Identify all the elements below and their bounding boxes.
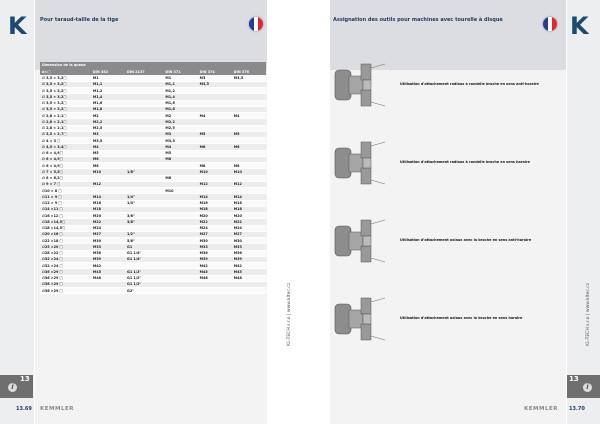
table-cell: M30 (91, 238, 125, 244)
column-header: DIN 371 (163, 69, 197, 76)
table-cell: M45 (198, 269, 232, 275)
table-cell: M18 (91, 206, 125, 212)
table-cell: M36 (232, 250, 266, 256)
table-cell: ∅ 3,5 × 3,2□ (40, 81, 91, 87)
table-cell: ∅32 ×24 □ (40, 256, 91, 262)
sidebar-text: KL-TECH s.r.o | www.kltec.cz (287, 282, 292, 346)
table-cell: G2" (125, 288, 163, 294)
table-cell: M30 (232, 238, 266, 244)
table-cell: ∅ 9 × 7 □ (40, 181, 91, 187)
table-cell: M12 (198, 181, 232, 187)
chapter-tab[interactable] (567, 375, 600, 398)
table-cell: ∅11 × 9 □ (40, 194, 91, 200)
table-cell: M2 (163, 113, 197, 119)
info-icon: i (583, 383, 592, 392)
table-cell: M10 (91, 169, 125, 175)
table-cell: M24 (91, 225, 125, 231)
table-cell: ∅ 7 × 5,5□ (40, 169, 91, 175)
table-cell: M1,6 (163, 100, 197, 106)
french-flag-icon (543, 17, 557, 31)
table-cell: ∅ 4,5 × 3,4□ (40, 144, 91, 150)
table-cell: M1,4 (91, 94, 125, 100)
logo: K (570, 12, 589, 40)
page-number: 13.70 (569, 406, 585, 412)
table-cell: M16 (232, 200, 266, 206)
french-flag-icon (249, 17, 263, 31)
table-cell: ∅22 ×18 □ (40, 238, 91, 244)
table-cell: M3 (198, 75, 232, 81)
table-cell: G1 1/4" (125, 250, 163, 256)
table-cell: M2,5 (91, 125, 125, 131)
table-cell: M45 (232, 269, 266, 275)
table-cell: M3,5 (232, 75, 266, 81)
turret-illustration (333, 294, 391, 344)
column-header: DIN 376 (232, 69, 266, 76)
table-cell: ∅18 ×14,5□ (40, 225, 91, 231)
table-cell: ∅ 3,5 × 3,2□ (40, 106, 91, 112)
table-cell: M48 (198, 275, 232, 281)
table-cell: M3,5 (91, 138, 125, 144)
column-header: DIN 352 (91, 69, 125, 76)
table-cell: M10 (232, 169, 266, 175)
table-cell (198, 288, 232, 294)
table-cell: M30 (198, 238, 232, 244)
table-cell: M18 (232, 206, 266, 212)
turret-illustration (333, 60, 391, 110)
table-cell: M24 (232, 225, 266, 231)
table-cell: ∅ 2,8 × 2,1□ (40, 113, 91, 119)
chapter-number: 13 (20, 375, 30, 383)
table-cell: 3/8" (125, 213, 163, 219)
table-cell: M8 (232, 163, 266, 169)
table-cell: M6 (91, 156, 125, 162)
table-cell: M4 (232, 113, 266, 119)
table-cell: ∅ 6 × 4,9□ (40, 156, 91, 162)
table-cell: M1,8 (91, 106, 125, 112)
illustration-caption: Utilisation d'attachement radiaux à rondelle broche en sens horaire (400, 160, 530, 164)
left-margin-strip (0, 0, 34, 424)
turret-illustration (333, 216, 391, 266)
table-cell: M1 (91, 75, 125, 81)
table-cell: M24 (198, 225, 232, 231)
table-cell: 3/8" (125, 219, 163, 225)
table-cell: M33 (232, 244, 266, 250)
table-cell: M12 (91, 181, 125, 187)
table-cell: M20 (198, 213, 232, 219)
table-cell: M1,8 (163, 106, 197, 112)
table-cell: ∅ 3,5 × 2,7□ (40, 131, 91, 137)
table-cell: M10 (163, 188, 197, 194)
table-cell: ∅ 4 × 3 □ (40, 138, 91, 144)
column-header: DIN 374 (198, 69, 232, 76)
table-cell: M18 (198, 206, 232, 212)
table-cell: M2 (91, 113, 125, 119)
table-cell: M39 (198, 256, 232, 262)
table-cell: G1 1/2" (125, 281, 163, 287)
table-cell: M14 (198, 194, 232, 200)
table-cell: M5 (232, 131, 266, 137)
table-cell: M20 (91, 213, 125, 219)
table-cell: M3,5 (198, 81, 232, 87)
table-cell: M36 (91, 250, 125, 256)
table-row (40, 288, 266, 294)
table-cell: ∅ 2,8 × 2,1□ (40, 119, 91, 125)
table-cell: G1 (125, 244, 163, 250)
table-cell: M1,2 (163, 88, 197, 94)
table-cell: M33 (198, 244, 232, 250)
table-cell: M42 (232, 263, 266, 269)
logo: K (8, 12, 27, 40)
illustration-caption: Utilisation d'attachement axiaux avec la broche en sens horaire (400, 316, 523, 320)
table-cell: ∅10 × 8 □ (40, 188, 91, 194)
left-page (35, 0, 267, 424)
table-cell: ∅36 ×29 □ (40, 281, 91, 287)
table-cell: M6 (198, 144, 232, 150)
table-cell: ∅ 6 × 4,9□ (40, 150, 91, 156)
table-cell: ∅20 ×16 □ (40, 231, 91, 237)
table-cell: G1 1/2" (125, 269, 163, 275)
table-cell: M6 (163, 156, 197, 162)
table-cell: M16 (198, 200, 232, 206)
brand-name: KEMMLER (40, 406, 74, 412)
brand-name: KEMMLER (524, 406, 558, 412)
info-icon: i (8, 383, 17, 392)
table-cell: ∅14 ×11 □ (40, 206, 91, 212)
chapter-tab[interactable] (0, 375, 33, 398)
table-cell: M27 (91, 231, 125, 237)
table-cell: ∅32 ×24 □ (40, 263, 91, 269)
table-cell: ∅28 ×22 □ (40, 250, 91, 256)
right-page (330, 0, 566, 424)
table-cell: M48 (232, 275, 266, 281)
table-cell: M12 (232, 181, 266, 187)
table-cell: M2,2 (163, 119, 197, 125)
sidebar-text: KL-TECH s.r.o | www.kltec.cz (586, 282, 591, 346)
column-header: d×□ (40, 69, 91, 76)
right-margin-strip (567, 0, 600, 424)
table-cell: ∅ 6 × 4,9□ (40, 163, 91, 169)
table-cell: ∅36 ×29 □ (40, 275, 91, 281)
table-cell: M4 (91, 144, 125, 150)
table-cell: M8 (91, 163, 125, 169)
table-cell: M39 (91, 256, 125, 262)
table-cell: 1/4" (125, 200, 163, 206)
table-cell: M6 (232, 144, 266, 150)
table-cell: ∅25 ×20 □ (40, 244, 91, 250)
table-cell: M1,2 (91, 88, 125, 94)
table-cell: M1,1 (91, 81, 125, 87)
table-cell: ∅ 3,5 × 3,2□ (40, 75, 91, 81)
table-cell (232, 288, 266, 294)
table-cell: ∅36 ×29 □ (40, 288, 91, 294)
table-cell: M27 (232, 231, 266, 237)
table-cell: 1/8" (125, 169, 163, 175)
table-cell: ∅18 ×14,5□ (40, 219, 91, 225)
table-cell: M3 (91, 131, 125, 137)
page-title: Pour taraud-taille de la tige (40, 17, 119, 23)
turret-illustration (333, 138, 391, 188)
shank-size-table (40, 62, 266, 294)
table-cell: M22 (91, 219, 125, 225)
table-cell: M1,4 (163, 94, 197, 100)
table-caption: Dimension de la queue (40, 62, 266, 69)
chapter-number: 13 (569, 375, 579, 383)
table-cell: 5/8" (125, 238, 163, 244)
column-header: DIN 2137 (125, 69, 163, 76)
table-cell: M4 (163, 144, 197, 150)
table-cell: ∅36 ×29 □ (40, 269, 91, 275)
illustration-caption: Utilisation d'attachement axiaux avec la broche en sens anti-horaire (400, 238, 532, 242)
table-cell: M5 (198, 131, 232, 137)
table-cell: M1,1 (163, 81, 197, 87)
table-cell: ∅12 × 9 □ (40, 200, 91, 206)
table-cell: M27 (198, 231, 232, 237)
table-cell: M45 (91, 269, 125, 275)
table-cell: ∅ 2,8 × 2,1□ (40, 125, 91, 131)
table-cell: ∅ 3,5 × 3,2□ (40, 100, 91, 106)
table-cell: ∅ 3,5 × 3,2□ (40, 94, 91, 100)
table-cell: M10 (198, 169, 232, 175)
page-number: 13.69 (16, 406, 32, 412)
table-cell: M36 (198, 250, 232, 256)
table-cell: M3 (163, 131, 197, 137)
table-cell: M3,5 (163, 138, 197, 144)
table-cell: M14 (91, 194, 125, 200)
table-cell: M2,2 (91, 119, 125, 125)
table-cell: M5 (163, 150, 197, 156)
table-cell: M1 (163, 75, 197, 81)
table-cell: 1/4" (125, 194, 163, 200)
table-cell: ∅16 ×12 □ (40, 213, 91, 219)
table-cell: M2,5 (163, 125, 197, 131)
table-cell: 1/2" (125, 231, 163, 237)
table-cell: G1 1/2" (125, 275, 163, 281)
table-cell: ∅ 3,5 × 3,2□ (40, 88, 91, 94)
table-cell: G1 1/4" (125, 256, 163, 262)
table-cell: M14 (232, 194, 266, 200)
table-cell (163, 288, 197, 294)
illustration-caption: Utilisation d'attachement radiaux à rondelle broche en sens anti-horaire (400, 82, 539, 86)
table-cell: M42 (198, 263, 232, 269)
table-cell: M5 (91, 150, 125, 156)
table-cell: M1,6 (91, 100, 125, 106)
table-cell: M42 (91, 263, 125, 269)
page-title: Assignation des outils pour machines avec tourelle à disque (333, 17, 503, 23)
table-cell: M22 (232, 219, 266, 225)
table-cell (91, 288, 125, 294)
table-cell: M20 (232, 213, 266, 219)
table-cell: M39 (232, 256, 266, 262)
table-cell: M16 (91, 200, 125, 206)
table-cell: M22 (198, 219, 232, 225)
table-cell: M4 (198, 113, 232, 119)
table-cell: M8 (198, 163, 232, 169)
table-cell: M48 (91, 275, 125, 281)
table-cell: M8 (163, 175, 197, 181)
table-cell: M33 (91, 244, 125, 250)
table-cell: ∅ 8 × 6,2□ (40, 175, 91, 181)
